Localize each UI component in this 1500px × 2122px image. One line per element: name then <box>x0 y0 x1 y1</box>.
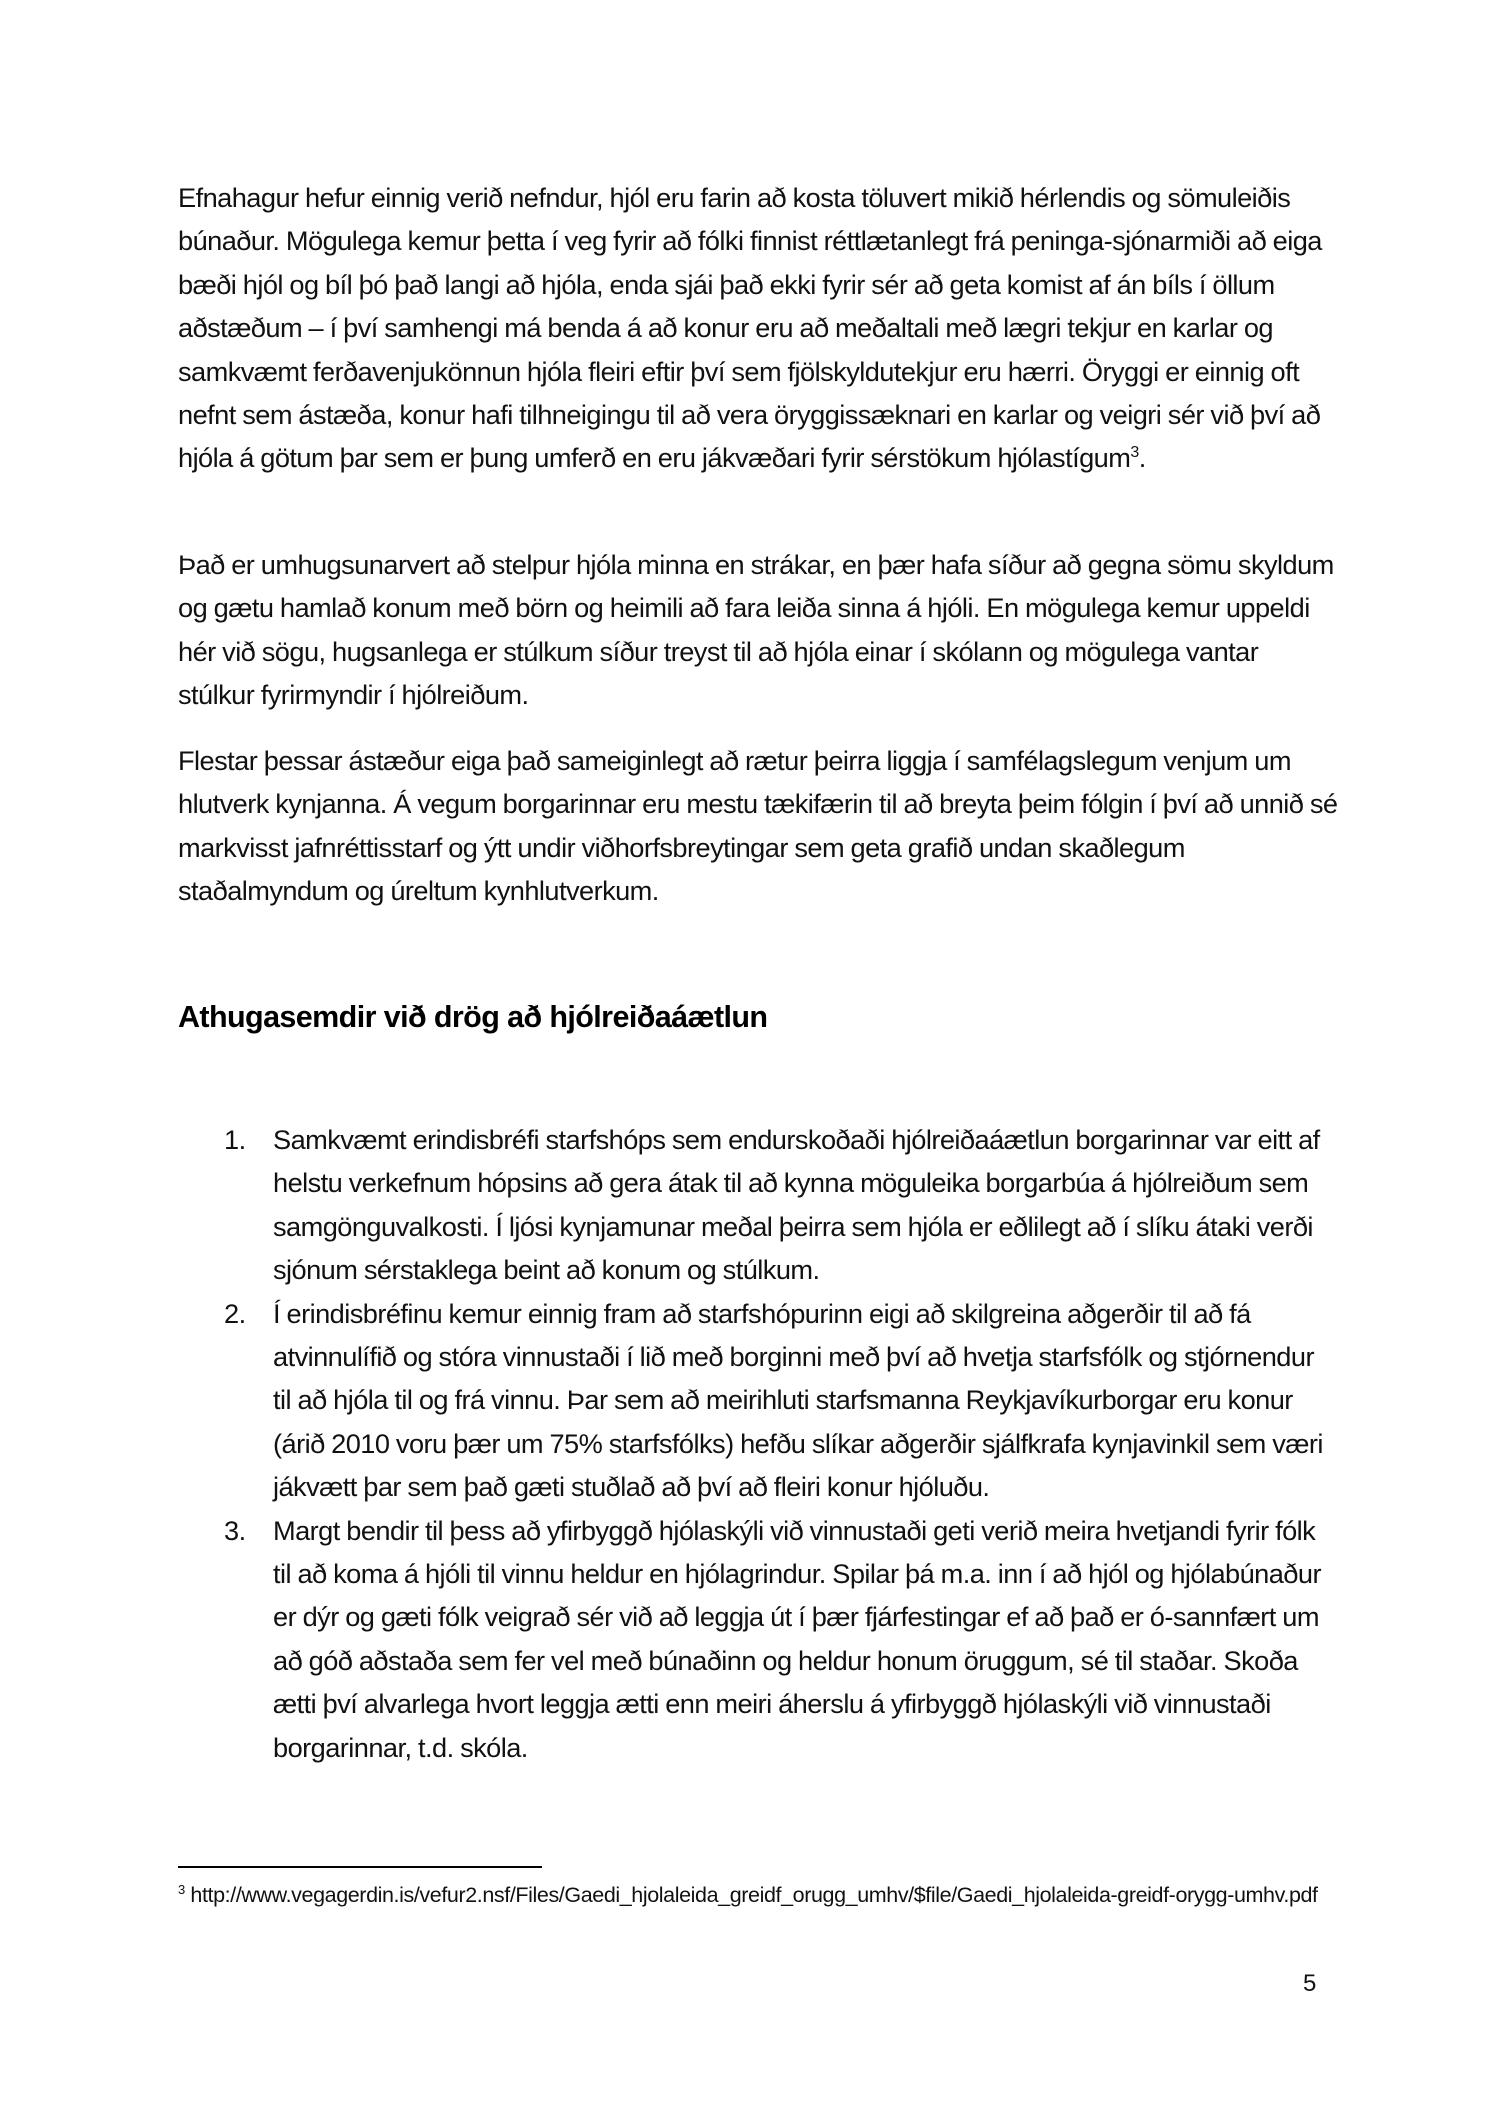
footnote-marker: 3 <box>178 1881 185 1897</box>
list-item-text: Margt bendir til þess að yfirbyggð hjólaskýli við vinnustaði geti verið meira hvetjandi fyrir fólk til að koma á hjóli til vinnu heldur en hjólagrindur. Spilar þá m.a. inn í að hjól og hjólabúnaður er dýr og gæti fólk veigrað sér við að leggja út í þær fjárfestingar ef að það er ó-sannfært um að góð aðstaða sem fer vel með búnaðinn og heldur honum öruggum, sé til staðar. Skoða ætti því alvarlega hvort leggja ætti enn meiri áherslu á yfirbyggð hjólaskýli við vinnustaði borgarinnar, t.d. skóla. <box>273 1514 1321 1763</box>
list-item <box>218 1118 1338 1292</box>
paragraph <box>178 543 1338 717</box>
paragraph-text: Flestar þessar ástæður eiga það sameiginlegt að rætur þeirra liggja í samfélagslegum venjum um hlutverk kynjanna. Á vegum borgarinnar eru mestu tækifærin til að breyta þeim fólgin í því að unnið sé markvisst jafnréttisstarf og ýtt undir viðhorfsbreytingar sem geta grafið undan skaðlegum staðalmyndum og úreltum kynhlutverkum. <box>178 745 1338 907</box>
page-number: 5 <box>1303 1970 1317 1997</box>
paragraph-text: Það er umhugsunarvert að stelpur hjóla minna en strákar, en þær hafa síður að gegna sömu skyldum og gætu hamlað konum með börn og heimili að fara leiða sinna á hjóli. En mögulega kemur uppeldi hér við sögu, hugsanlega er stúlkum síður treyst til að hjóla einar í skólann og mögulega vantar stúlkur fyrirmyndir í hjólreiðum. <box>178 549 1334 711</box>
footnote-reference[interactable]: 3 <box>1130 444 1139 462</box>
footnote <box>178 1880 1338 1911</box>
list-item <box>218 1509 1338 1769</box>
list-item-number: 2. <box>224 1297 246 1329</box>
section-heading: Athugasemdir við drög að hjólreiðaáætlun <box>178 1000 768 1034</box>
paragraph-text: Efnahagur hefur einnig verið nefndur, hjól eru farin að kosta töluvert mikið hérlendis og sömuleiðis búnaður. Mögulega kemur þetta í veg fyrir að fólki finnist réttlætanlegt frá peninga-sjónarmiði að eiga bæði hjól og bíl þó það langi að hjóla, enda sjái það ekki fyrir sér að geta komist af án bíls í öllum aðstæðum – í því samhengi má benda á að konur eru að meðaltali með lægri tekjur en karlar og samkvæmt ferðavenjukönnun hjóla fleiri eftir því sem fjölskyldutekjur eru hærri. Öryggi er einnig oft nefnt sem ástæða, konur hafi tilhneigingu til að vera öryggissæknari en karlar og veigri sér við því að hjóla á götum þar sem er þung umferð en eru jákvæðari fyrir sérstökum hjólastígum <box>178 182 1322 474</box>
paragraph <box>178 739 1338 913</box>
numbered-list <box>218 1118 1338 1769</box>
footnote-link[interactable]: http://www.vegagerdin.is/vefur2.nsf/Files/Gaedi_hjolaleida_greidf_orugg_umhv/$file/Gaedi_hjolaleida-greidf-orygg-umhv.pdf <box>190 1883 1318 1907</box>
list-item-number: 1. <box>224 1124 246 1155</box>
paragraph-trailing: . <box>1138 442 1146 474</box>
paragraph <box>178 176 1338 480</box>
list-item-text: Í erindisbréfinu kemur einnig fram að starfshópurinn eigi að skilgreina aðgerðir til að fá atvinnulífið og stóra vinnustaði í lið með borginni með því að hvetja starfsfólk og stjórnendur til að hjóla til og frá vinnu. Þar sem að meirihluti starfsmanna Reykjavíkurborgar eru konur (árið 2010 voru þær um 75% starfsfólks) hefðu slíkar aðgerðir sjálfkrafa kynjavinkil sem væri jákvætt þar sem það gæti stuðlað að því að fleiri konur hjóluðu. <box>273 1297 1323 1503</box>
footnote-separator <box>178 1866 542 1868</box>
list-item <box>218 1292 1338 1509</box>
list-item-text: Samkvæmt erindisbréfi starfshóps sem endurskoðaði hjólreiðaáætlun borgarinnar var eitt af helstu verkefnum hópsins að gera átak til að kynna möguleika borgarbúa á hjólreiðum sem samgönguvalkosti. Í ljósi kynjamunar meðal þeirra sem hjóla er eðlilegt að í slíku átaki verði sjónum sérstaklega beint að konum og stúlkum. <box>273 1124 1320 1286</box>
list-item-number: 3. <box>224 1514 246 1546</box>
